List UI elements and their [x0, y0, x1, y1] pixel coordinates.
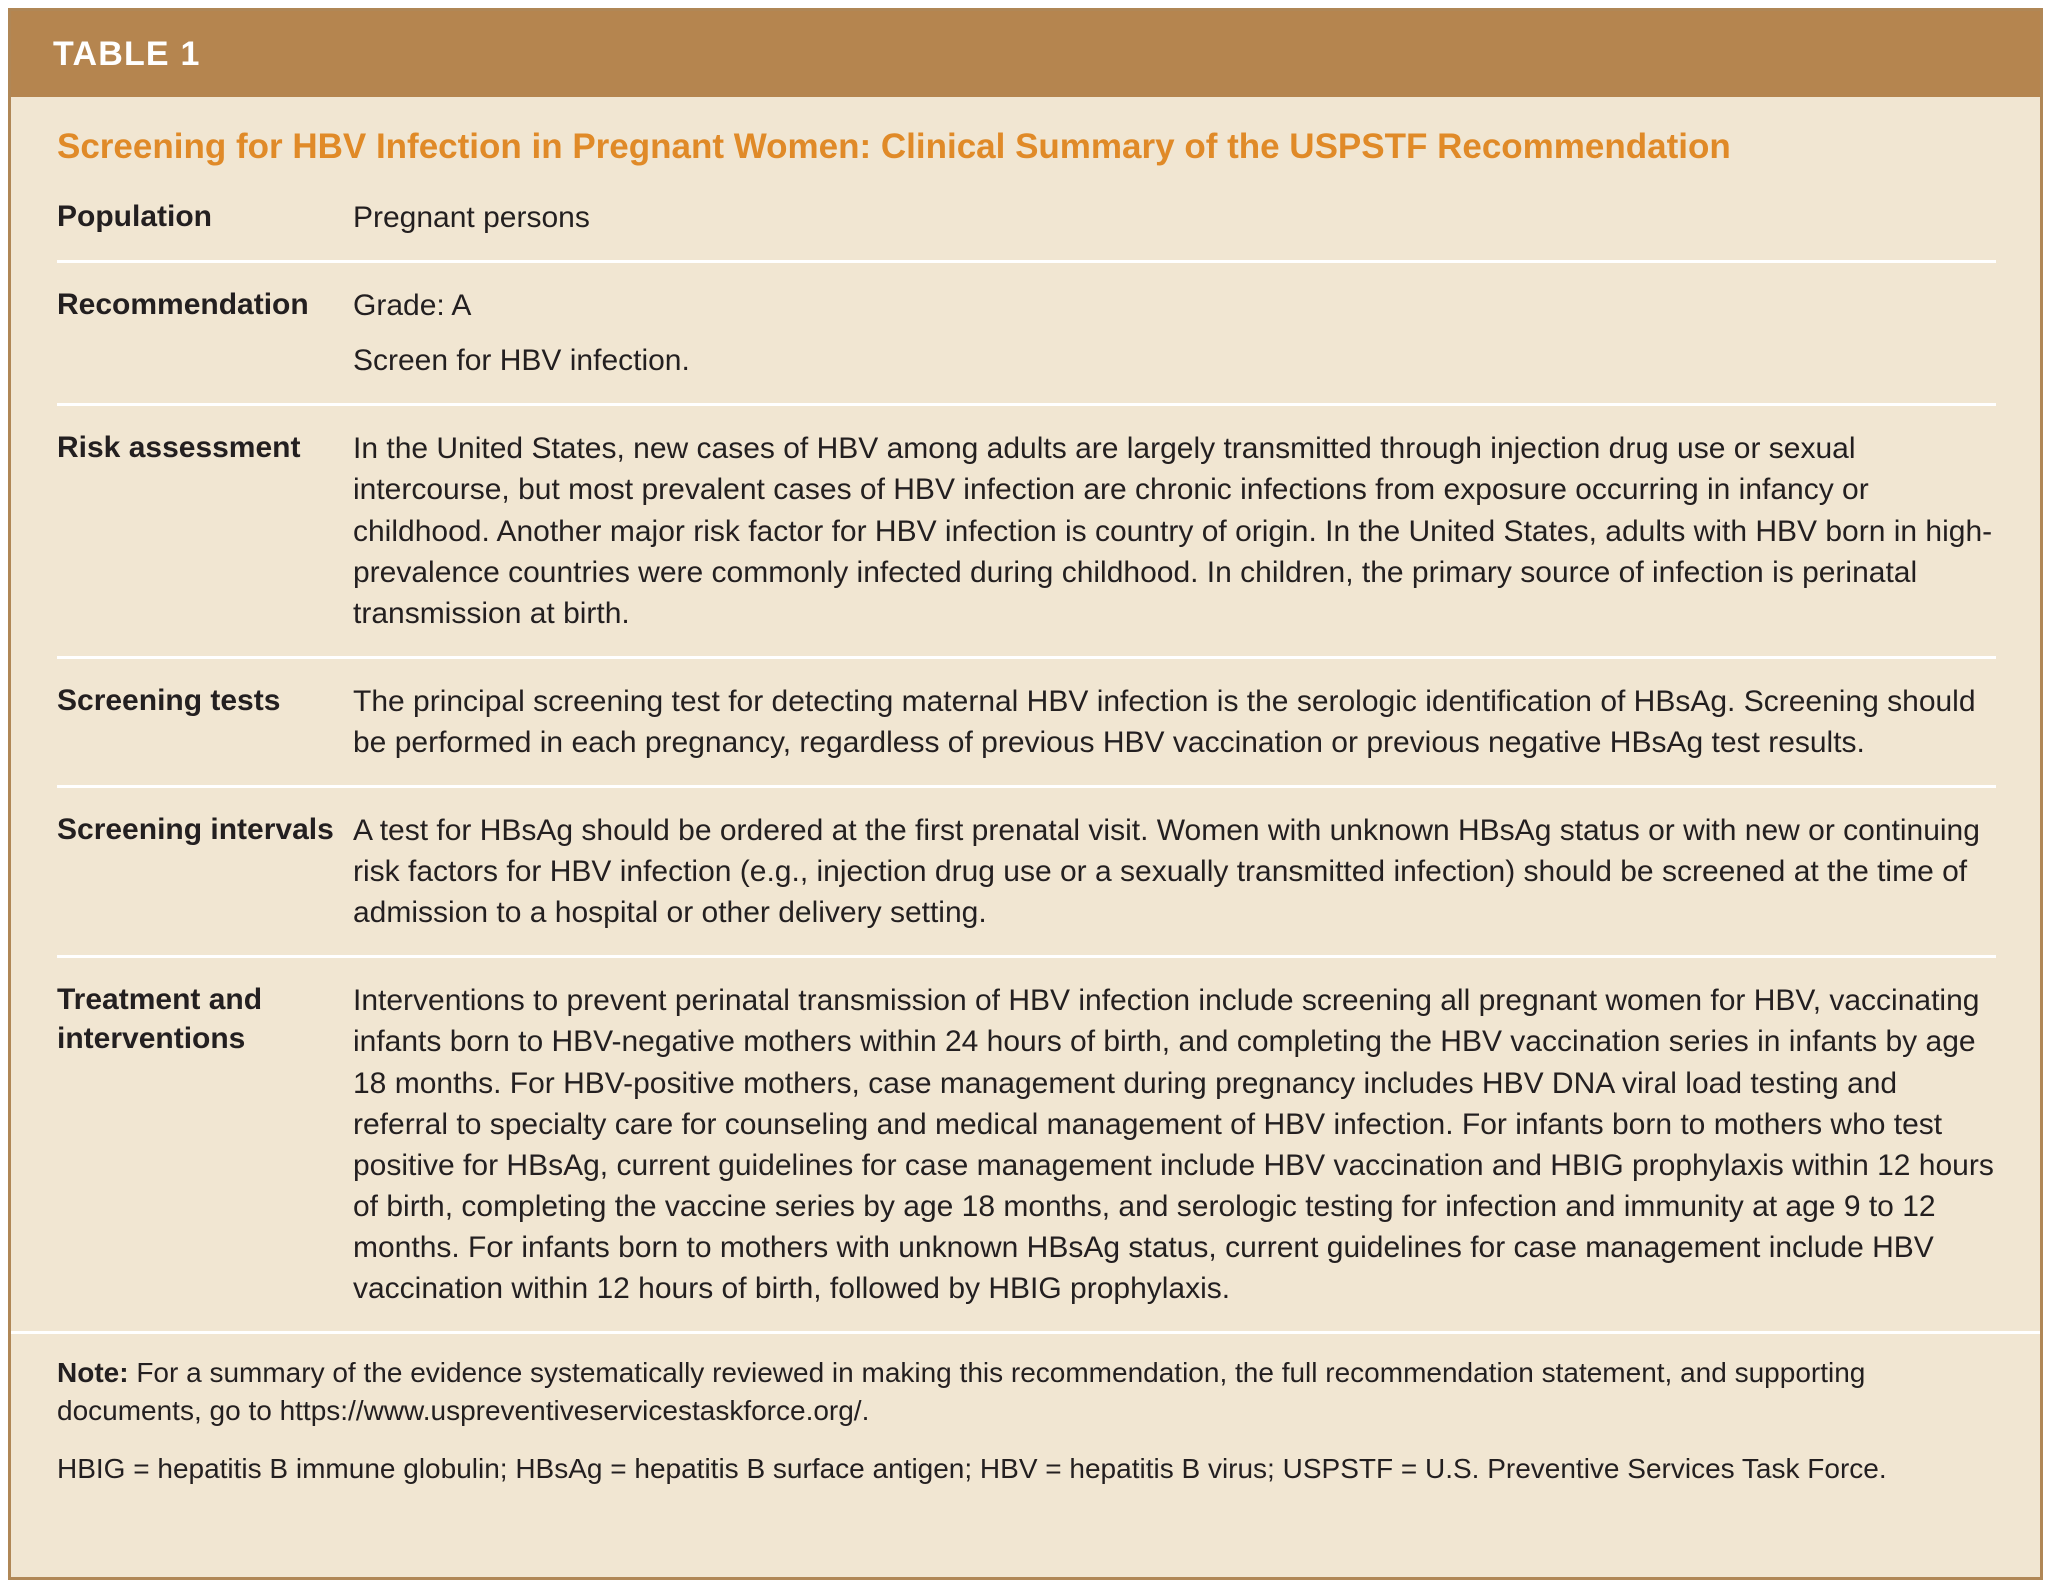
- note-label: Note:: [57, 1357, 129, 1389]
- row-paragraph: Pregnant persons: [353, 201, 590, 235]
- table-header-bar: [11, 11, 2040, 97]
- table-footnotes: [11, 1331, 2040, 1487]
- row-label-population: Population: [57, 200, 212, 234]
- row-label-treatment-interventions: Treatment and interventions: [57, 983, 263, 1056]
- table-rows: [11, 191, 2040, 1331]
- row-paragraph: The principal screening test for detecting maternal HBV infection is the serologic identification of HBsAg. Screening should be performed in each pregnancy, regardless of previous HBV vaccination or previous negative HBsAg test results.: [353, 684, 1976, 759]
- row-body-screening-intervals: [353, 810, 1996, 933]
- table-number-label: TABLE 1: [53, 34, 201, 73]
- row-label-recommendation: Recommendation: [57, 288, 309, 322]
- table-card: [8, 8, 2043, 1580]
- row-paragraph: Interventions to prevent perinatal transmission of HBV infection include screening all pregnant women for HBV, vaccinating infants born to HBV-negative mothers within 24 hours of birth, and completing the HBV vaccination series in infants by age 18 months. For HBV-positive mothers, case management during pregnancy includes HBV DNA viral load testing and referral to specialty care for counseling and medical management of HBV infection. For infants born to mothers who test positive for HBsAg, current guidelines for case management include HBV vaccination and HBIG prophylaxis within 12 hours of birth, completing the vaccine series by age 18 months, and serologic testing for infection and immunity at age 9 to 12 months. For infants born to mothers with unknown HBsAg status, current guidelines for case management include HBV vaccination within 12 hours of birth, followed by HBIG prophylaxis.: [353, 984, 1994, 1305]
- row-paragraph: Grade: A: [353, 289, 472, 323]
- row-body-population: [353, 197, 1996, 238]
- table-title: Screening for HBV Infection in Pregnant Women: Clinical Summary of the USPSTF Recommendation: [57, 127, 1731, 166]
- table-row: [57, 656, 1996, 785]
- row-body-risk-assessment: [353, 428, 1996, 633]
- row-label-screening-intervals: Screening intervals: [57, 813, 334, 847]
- row-paragraph: A test for HBsAg should be ordered at the first prenatal visit. Women with unknown HBsAg status or with new or continuing risk factors for HBV infection (e.g., injection drug use or a sexually transmitted infection) should be screened at the time of admission to a hospital or other delivery setting.: [353, 814, 1980, 930]
- table-row: [57, 955, 1996, 1331]
- note-line: [57, 1354, 1996, 1430]
- table-row: [57, 191, 1996, 260]
- row-label-risk-assessment: Risk assessment: [57, 431, 301, 465]
- abbreviations-line: HBIG = hepatitis B immune globulin; HBsAg = hepatitis B surface antigen; HBV = hepatitis B virus; USPSTF = U.S. Preventive Services Task Force.: [57, 1452, 1887, 1484]
- row-body-treatment-interventions: [353, 980, 1996, 1309]
- table-row: [57, 785, 1996, 955]
- row-body-screening-tests: [353, 681, 1996, 763]
- row-paragraph: In the United States, new cases of HBV among adults are largely transmitted through injection drug use or sexual intercourse, but most prevalent cases of HBV infection are chronic infections from exposure occurring in infancy or childhood. Another major risk factor for HBV infection is country of origin. In the United States, adults with HBV born in high-prevalence countries were commonly infected during childhood. In children, the primary source of infection is perinatal transmission at birth.: [353, 432, 1993, 630]
- row-label-screening-tests: Screening tests: [57, 683, 281, 717]
- note-text: For a summary of the evidence systematically reviewed in making this recommendation, the full recommendation statement, and supporting documents, go to https://www.uspreventiveservicestaskforce.org/.: [57, 1357, 1866, 1426]
- row-paragraph: Screen for HBV infection.: [353, 344, 690, 378]
- row-body-recommendation: [353, 285, 1996, 381]
- table-row: [57, 403, 1996, 655]
- table-row: [57, 260, 1996, 403]
